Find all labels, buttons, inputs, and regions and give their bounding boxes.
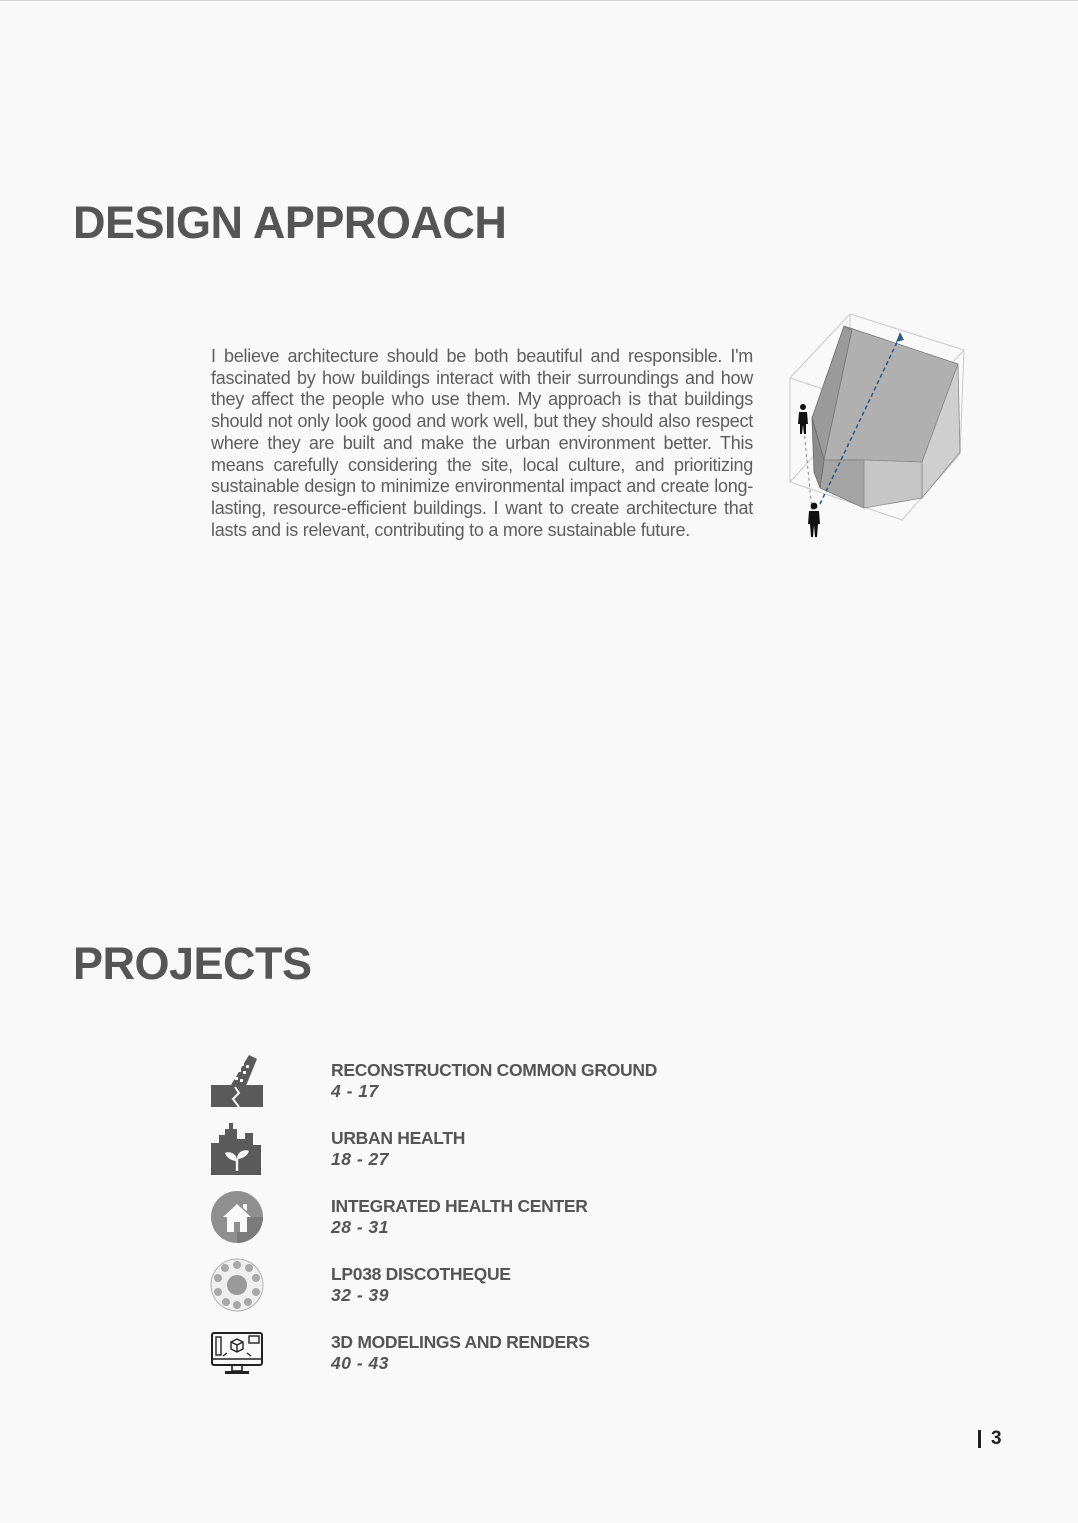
design-approach-heading: DESIGN APPROACH [73,197,507,248]
project-pages: 32 - 39 [331,1285,389,1305]
project-pages: 18 - 27 [331,1149,389,1169]
design-approach-text: I believe architecture should be both beautiful and responsible. I'm fascinated by how buildings interact with their surroundings and how they affect the people who use them. My approach is that buildings should not only look good and work well, but they should also respect where they are built and make the urban environment better. This means carefully considering the site, local culture, and prioritizing sustainable design to minimize environmental impact and create long-lasting, resource-efficient buildings. I want to create architecture that lasts and is relevant, contributing to a more sustainable future. [211,346,753,540]
projects-heading: PROJECTS [73,938,312,989]
building-massing-diagram [782,312,972,544]
monitor-cube-icon [209,1325,265,1381]
project-title[interactable]: 3D MODELINGS AND RENDERS [331,1332,590,1352]
project-title[interactable]: RECONSTRUCTION COMMON GROUND [331,1060,658,1080]
project-title[interactable]: LP038 DISCOTHEQUE [331,1264,511,1284]
page-number [978,1428,1002,1450]
project-title[interactable]: URBAN HEALTH [331,1128,466,1148]
page-number-value: 3 [991,1428,1002,1449]
top-rule [0,0,1078,1]
collapsed-building-icon [209,1053,265,1109]
house-circle-icon [209,1189,265,1245]
page-number-bar [978,1430,981,1448]
city-sprout-icon [209,1121,265,1177]
project-title[interactable]: INTEGRATED HEALTH CENTER [331,1196,588,1216]
project-pages: 4 - 17 [331,1081,379,1101]
project-pages: 28 - 31 [331,1217,389,1237]
project-pages: 40 - 43 [331,1353,389,1373]
disco-badge-icon [209,1257,265,1313]
